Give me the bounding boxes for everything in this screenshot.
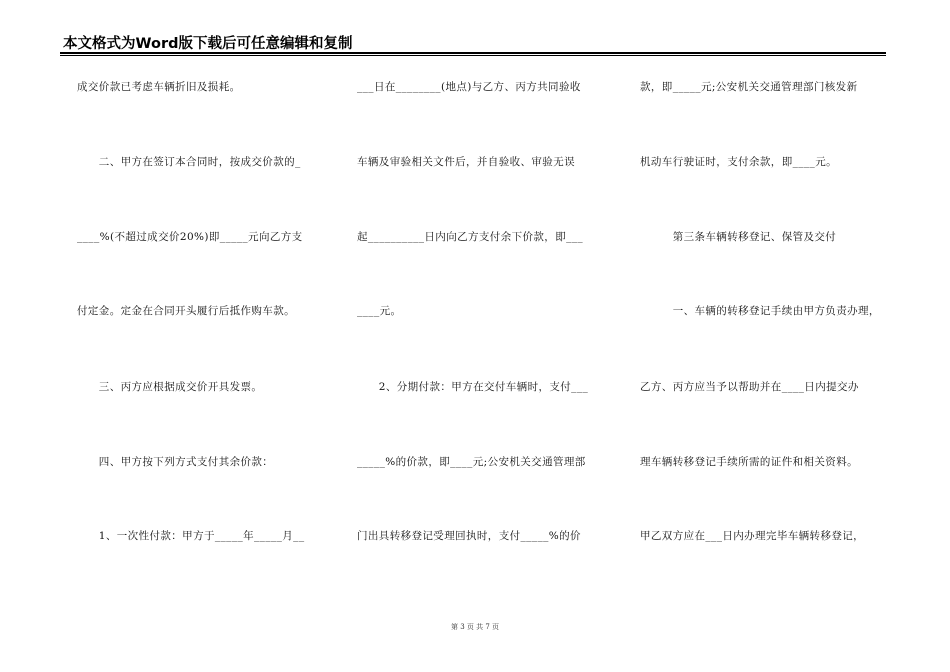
text-line: 第三条车辆转移登记、保管及交付 xyxy=(640,231,837,243)
text-line: 1、一次性付款：甲方于_____年_____月__ xyxy=(77,530,305,542)
text-line: 甲乙双方应在___日内办理完毕车辆转移登记， xyxy=(640,530,865,542)
text-line: _____%的价款，即____元;公安机关交通管理部 xyxy=(357,456,586,468)
text-line: 二、甲方在签订本合同时，按成交价款的_ xyxy=(77,156,301,168)
text-line: 起__________日内向乙方支付余下价款，即___ xyxy=(357,231,584,243)
document-header-title: 本文格式为Word版下载后可任意编辑和复制 xyxy=(63,36,353,52)
text-line: 理车辆转移登记手续所需的证件和相关资料。 xyxy=(640,456,858,468)
text-line: 机动车行驶证时，支付余款，即____元。 xyxy=(640,156,837,168)
page-number-footer: 第 3 页 共 7 页 xyxy=(450,623,500,631)
text-line: ____元。 xyxy=(357,305,402,317)
text-line: 门出具转移登记受理回执时，支付_____%的价 xyxy=(357,530,581,542)
text-line: 一、车辆的转移登记手续由甲方负责办理， xyxy=(640,305,880,317)
text-line: ___日在________(地点)与乙方、丙方共同验收 xyxy=(357,81,581,93)
text-line: 乙方、丙方应当予以帮助并在____日内提交办 xyxy=(640,381,859,393)
text-line: 付定金。定金在合同开头履行后抵作购车款。 xyxy=(77,305,295,317)
text-line: ____%(不超过成交价20%)即_____元向乙方支 xyxy=(77,231,303,243)
text-line: 款，即_____元;公安机关交通管理部门核发新 xyxy=(640,81,858,93)
text-line: 三、丙方应根据成交价开具发票。 xyxy=(77,381,263,393)
header-rule-thick xyxy=(60,52,886,54)
text-line: 四、甲方按下列方式支付其余价款： xyxy=(77,456,274,468)
text-line: 2、分期付款：甲方在交付车辆时，支付___ xyxy=(357,381,589,393)
header-rule-thin xyxy=(60,55,886,56)
text-line: 成交价款已考虑车辆折旧及损耗。 xyxy=(77,81,241,93)
text-line: 车辆及审验相关文件后，并自验收、审验无误 xyxy=(357,156,575,168)
